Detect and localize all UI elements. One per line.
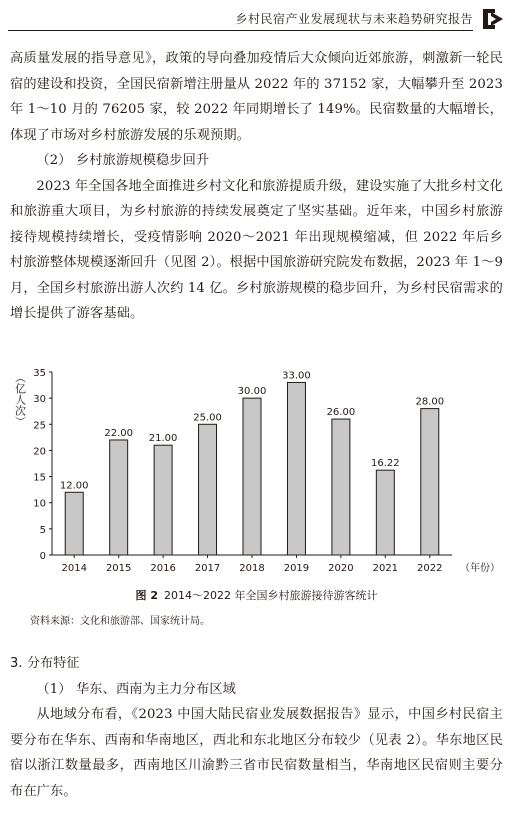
bar-2021 [376, 470, 394, 555]
figure-caption-text: 2014～2022 年全国乡村旅游接待游客统计 [164, 589, 378, 602]
data-label-2016: 21.00 [148, 433, 178, 445]
header-rule [8, 30, 473, 31]
y-tick-label: 35 [33, 368, 46, 379]
data-label-2020: 26.00 [326, 407, 356, 419]
y-tick-label: 0 [39, 551, 46, 562]
y-tick-label: 10 [33, 498, 46, 510]
paragraph-rural-tourism: 2023 年全国各地全面推进乡村文化和旅游提质升级，建设实施了大批乡村文化和旅游重大项目，为乡村旅游的持续发展奠定了坚实基础。近年来，中国乡村旅游接待规模持续增长，受疫情影响 2020～2021 年出现规模缩减，但 2022 年后乡村旅游整体规模逐渐回升（见图 2）。根据中国旅游研究院发布数据，2023 年 1～9 月，全国乡村旅游出游人次约 14 亿。乡村旅游规模的稳步回升，为乡村民宿需求的增长提供了游客基础。 [10, 178, 504, 321]
book-mark-icon [479, 6, 507, 32]
running-header-title: 乡村民宿产业发展现状与未来趋势研究报告 [235, 12, 473, 26]
x-tick-label-2017: 2017 [194, 563, 221, 574]
bar-chart [0, 362, 513, 582]
y-tick-label: 30 [33, 394, 46, 406]
x-tick-label-2022: 2022 [417, 563, 443, 574]
data-label-2019: 33.00 [282, 370, 311, 382]
body-top [10, 46, 503, 327]
x-tick-label-2016: 2016 [150, 563, 176, 574]
paragraph-distribution: 从地域分布看，《2023 中国大陆民宿业发展数据报告》显示，中国乡村民宿主要分布在华东、西南和华南地区，西北和东北地区分布较少（见表 2）。华东地区民宿以浙江数量最多，西南地区川渝黔三省市民宿数量相当，华南地区民宿则主要分布在广东。 [10, 707, 503, 799]
bar-2022 [421, 409, 439, 555]
running-header [0, 0, 513, 40]
x-tick-label-2019: 2019 [283, 563, 310, 574]
x-tick-label-2015: 2015 [105, 563, 132, 574]
subsection-heading: （2） 乡村旅游规模稳步回升 [36, 153, 210, 168]
bar-2015 [110, 440, 128, 555]
y-tick-label: 15 [33, 472, 46, 484]
data-label-2017: 25.00 [193, 412, 222, 424]
bar-2019 [287, 382, 305, 555]
figure-number: 图 2 [135, 589, 158, 602]
bar-2016 [154, 445, 172, 555]
figure-chart [0, 362, 513, 608]
body-bottom [10, 651, 503, 804]
x-tick-label-2020: 2020 [328, 563, 354, 574]
y-tick-label: 25 [33, 420, 46, 432]
y-tick-label: 5 [39, 524, 46, 536]
data-label-2021: 16.22 [371, 458, 400, 470]
x-tick-label-2014: 2014 [61, 563, 87, 574]
x-tick-label-2018: 2018 [239, 563, 265, 574]
data-label-2018: 30.00 [237, 386, 267, 398]
bar-2018 [243, 398, 261, 555]
bar-2020 [332, 419, 350, 555]
data-label-2022: 28.00 [415, 396, 445, 408]
paragraph-continued: 高质量发展的指导意见》，政策的导向叠加疫情后大众倾向近郊旅游，刺激新一轮民宿的建设和投资，全国民宿新增注册量从 2022 年的 37152 家，大幅攀升至 2023 年 1～10 月的 76205 家，较 2022 年同期增长了 149%。民宿数量的大幅增长，体现了市场对乡村旅游发展的乐观预期。 [10, 51, 503, 143]
bar-2014 [65, 492, 83, 555]
y-axis-title: （亿人次） [13, 372, 27, 427]
y-tick-label: 20 [33, 446, 46, 458]
subsection-heading-distribution: （1） 华东、西南为主力分布区域 [36, 681, 236, 697]
x-axis-title: （年份） [460, 563, 500, 574]
x-tick-label-2021: 2021 [372, 563, 399, 574]
figure-source-note: 资料来源：文化和旅游部、国家统计局。 [30, 616, 210, 627]
section-heading: 3. 分布特征 [10, 656, 80, 671]
figure-caption [0, 587, 513, 603]
bar-2017 [199, 424, 217, 555]
data-label-2015: 22.00 [104, 427, 133, 439]
data-label-2014: 12.00 [59, 480, 89, 492]
